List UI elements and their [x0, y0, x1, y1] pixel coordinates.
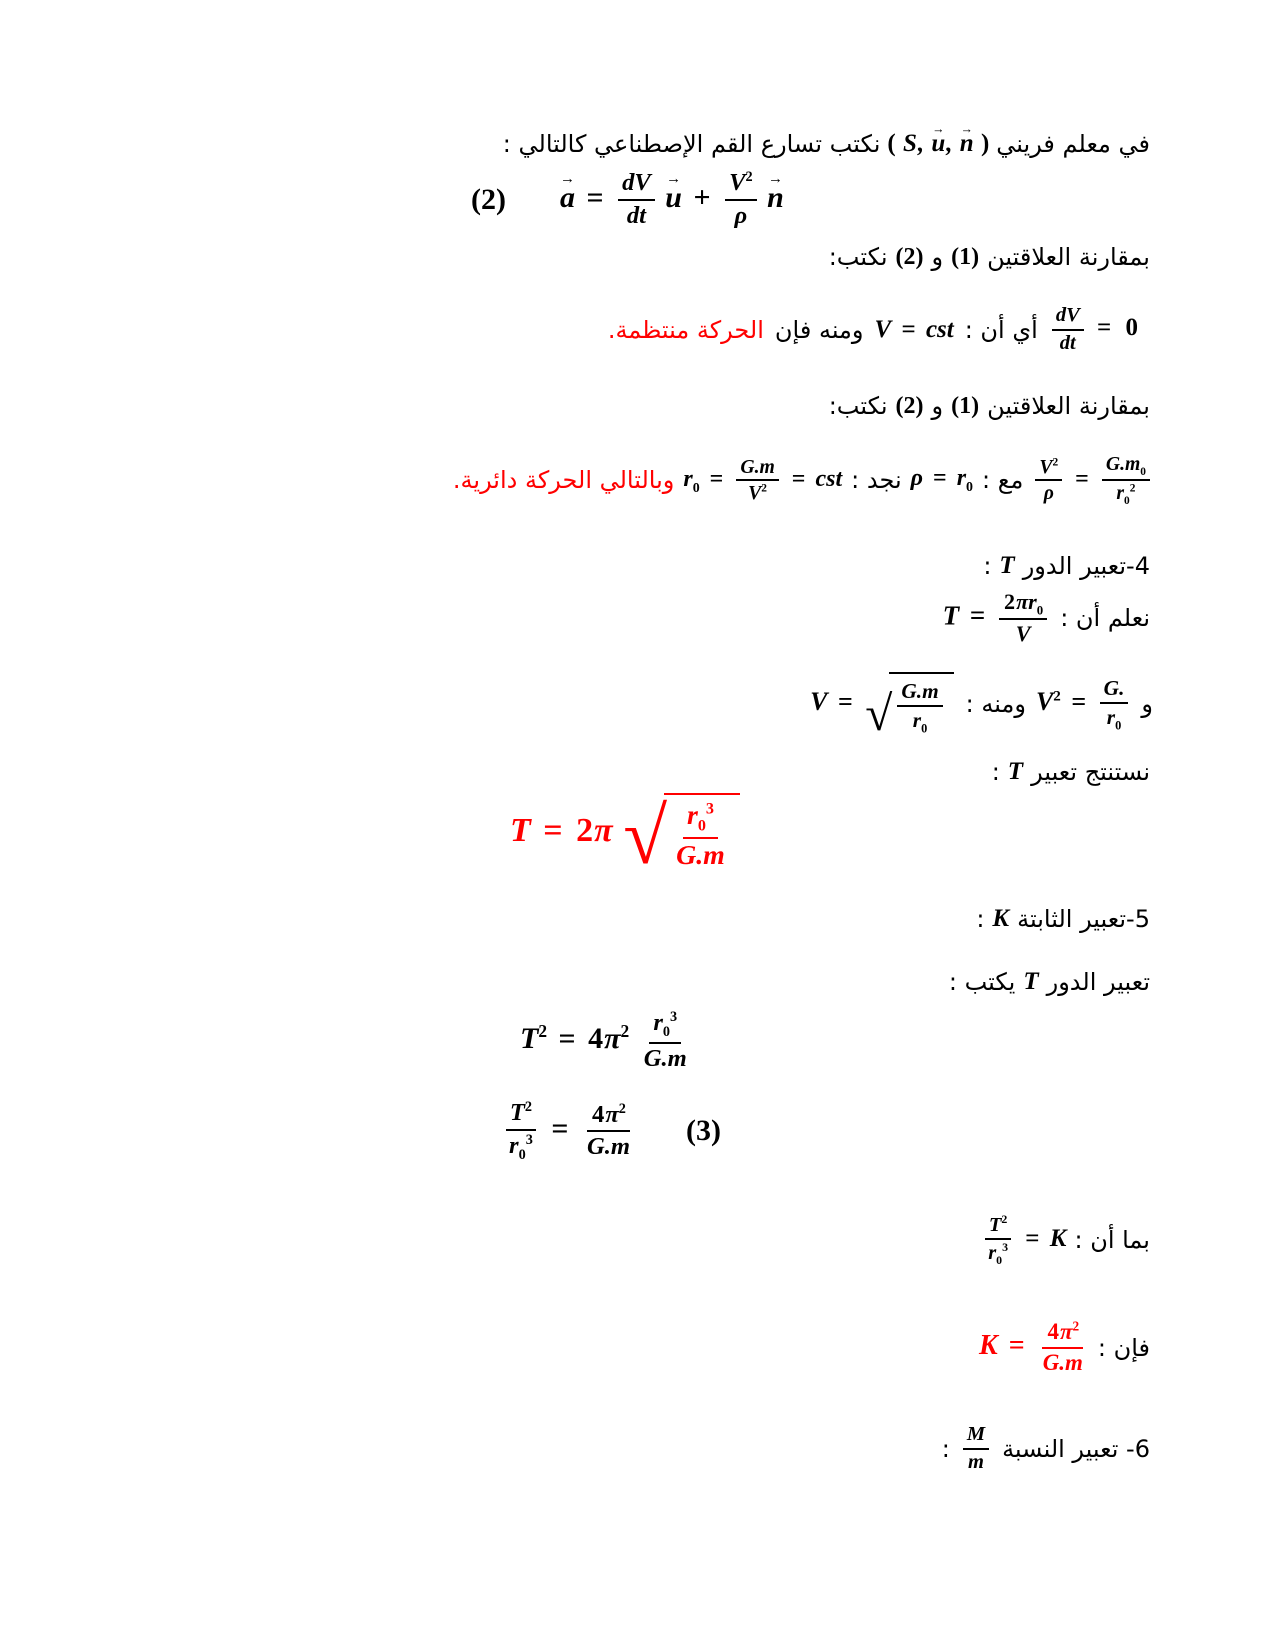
exponent-3: 3 — [1002, 1240, 1009, 1255]
var-r: r — [912, 707, 922, 732]
fraction — [1035, 455, 1062, 506]
var-cst: cst — [925, 315, 954, 343]
fraction — [1102, 452, 1150, 508]
var-pi: π — [604, 1022, 621, 1056]
bima-an-text: بما أن : — [1074, 1226, 1150, 1255]
subscript-0: 0 — [966, 479, 973, 495]
subscript-0: 0 — [662, 1023, 671, 1040]
operator-equals: = — [969, 600, 986, 631]
var-rho: ρ — [910, 464, 924, 491]
square-root — [865, 672, 953, 741]
circular-motion-conclusion-line — [453, 452, 1153, 508]
var-pi: π — [1016, 589, 1029, 614]
label-3-text: (3) — [685, 1114, 721, 1148]
exponent-2: 2 — [1072, 1318, 1080, 1334]
exponent-3: 3 — [525, 1131, 533, 1148]
var-r: r — [956, 464, 967, 491]
fraction — [736, 455, 778, 506]
compare-text-pre: بمقارنة العلاقتين — [987, 243, 1150, 271]
var-T-text: T — [1023, 968, 1039, 995]
colon: : — [983, 552, 992, 580]
compare-relations-line-1 — [829, 243, 1150, 271]
var-V: V — [1035, 687, 1054, 717]
numerator — [963, 1422, 989, 1450]
coefficient-4: 4 — [592, 1100, 605, 1128]
fraction — [1039, 1318, 1087, 1377]
velocity-expression-line — [810, 672, 1153, 741]
var-m: m — [967, 1450, 984, 1473]
denominator — [984, 1240, 1012, 1268]
var-dV: dV — [622, 169, 651, 196]
numerator — [1102, 452, 1150, 481]
intro-text-post: نكتب تسارع القم الإصطناعي كالتالي : — [502, 130, 881, 158]
circular-motion-red-text: وبالتالي الحركة دائرية. — [452, 466, 675, 495]
uniform-motion-red-text: الحركة منتظمة. — [607, 315, 764, 344]
kepler-ratio-equation — [502, 1098, 637, 1164]
compare-text-post: نكتب: — [828, 243, 888, 271]
denominator — [744, 481, 771, 506]
constant-k-formula-line — [979, 1318, 1150, 1377]
numerator — [725, 168, 757, 201]
denominator — [1056, 331, 1080, 357]
var-V: V — [1015, 621, 1031, 647]
mass-ratio-fraction — [960, 1422, 992, 1475]
var-T: T — [509, 1099, 525, 1126]
var-pi: π — [594, 812, 613, 850]
denominator — [964, 1450, 988, 1476]
subscript-0: 0 — [1115, 717, 1122, 732]
var-r: r — [1116, 482, 1125, 505]
operator-equals: = — [1071, 687, 1087, 717]
var-T — [1008, 758, 1023, 786]
exponent-3: 3 — [705, 800, 714, 818]
subscript-0: 0 — [1036, 603, 1044, 618]
label-2-text: (2) — [895, 243, 924, 270]
var-T: T — [988, 1213, 1002, 1236]
ay-an-text: أي أن : — [964, 315, 1038, 344]
waw-conjunction: و — [1141, 690, 1153, 719]
najed-text: نجد : — [851, 466, 902, 495]
period-formula-red-equation — [510, 792, 742, 881]
exponent-2: 2 — [745, 168, 753, 185]
exponent-2: 2 — [761, 482, 767, 495]
var-Gm: G.m — [1042, 1349, 1083, 1375]
label-1 — [950, 393, 980, 420]
wamenhu-fainna-text: ومنه فإن — [774, 315, 864, 344]
label-1 — [950, 244, 980, 271]
uniform-motion-conclusion-line — [608, 303, 1142, 356]
var-K: K — [1049, 1224, 1067, 1252]
fraction — [505, 1098, 537, 1164]
var-dt: dt — [1059, 331, 1076, 354]
label-2 — [895, 244, 925, 271]
var-n-vector: n → — [960, 130, 974, 158]
var-V: V — [874, 315, 892, 343]
dv-dt-zero-equation — [1049, 303, 1142, 356]
label-2: (2) — [471, 182, 506, 216]
fa-inna-text: فإن : — [1097, 1333, 1150, 1362]
var-rho: ρ — [734, 201, 748, 229]
naalam-an-text: نعلم أن : — [1060, 604, 1150, 633]
colon: : — [976, 905, 985, 933]
numerator — [1035, 455, 1062, 482]
v-squared-equation — [1036, 675, 1131, 733]
operator-equals: = — [901, 315, 916, 343]
denominator — [1112, 481, 1139, 508]
close-paren: ) — [980, 130, 990, 157]
coefficient-4: 4 — [588, 1022, 604, 1056]
radicand — [664, 793, 740, 874]
section-4-text: 4-تعبير الدور — [1022, 552, 1150, 580]
fraction — [1100, 675, 1129, 733]
label-1-text: (1) — [951, 392, 980, 419]
compare-relations-line-2 — [829, 392, 1150, 420]
var-r: r — [686, 800, 698, 831]
operator-equals: = — [1097, 314, 1112, 342]
var-T: T — [510, 812, 531, 850]
formula-3-line — [502, 1098, 725, 1164]
operator-equals: = — [1075, 465, 1089, 492]
label-2 — [895, 393, 925, 420]
fraction — [897, 678, 942, 736]
var-r: r — [988, 1242, 997, 1265]
var-K-text: K — [992, 905, 1010, 932]
label-2-text: (2) — [895, 392, 924, 419]
denominator — [1103, 704, 1125, 734]
numerator — [1052, 303, 1084, 331]
var-cst: cst — [815, 465, 843, 492]
t-squared-formula-line — [520, 1008, 694, 1074]
exponent-2: 2 — [1052, 456, 1059, 469]
waw-conjunction: و — [931, 392, 944, 420]
label-1-text: (1) — [951, 243, 980, 270]
operator-equals: = — [586, 180, 604, 214]
fraction — [640, 1008, 691, 1074]
colon: : — [991, 758, 1000, 786]
k-definition-equation — [981, 1212, 1066, 1268]
fraction — [963, 1422, 989, 1475]
var-S: S — [902, 130, 917, 157]
radical-icon: √ — [865, 685, 893, 741]
radical-icon: √ — [623, 792, 668, 881]
period-definition-equation — [943, 588, 1051, 648]
section-6-heading — [942, 1422, 1150, 1475]
acceleration-frenet-equation — [560, 168, 784, 231]
var-Gm: G.m — [586, 1133, 630, 1161]
subscript-0: 0 — [518, 1146, 526, 1163]
var-a-vector: a → — [560, 181, 575, 215]
var-V: V — [729, 169, 746, 196]
var-K — [992, 905, 1009, 933]
operator-equals: = — [933, 464, 947, 491]
nastantej-text: نستنتج تعبير — [1031, 758, 1150, 786]
var-T: T — [942, 600, 960, 631]
period-definition-line — [943, 588, 1150, 648]
var-u-vector: u → — [665, 181, 682, 215]
formula-2-line — [467, 168, 784, 231]
operator-equals: = — [837, 687, 853, 717]
exponent-2: 2 — [1053, 688, 1061, 705]
subscript-0: 0 — [1140, 465, 1146, 478]
var-T: T — [520, 1022, 539, 1056]
numerator — [683, 799, 718, 839]
numerator — [1100, 675, 1129, 704]
subscript-0: 0 — [697, 817, 706, 835]
numerator — [587, 1100, 630, 1133]
var-Gm: G.m — [643, 1044, 687, 1072]
period-deduction-intro-line — [992, 758, 1150, 786]
maa-text: مع : — [982, 466, 1024, 495]
denominator — [505, 1131, 537, 1165]
frenet-frame-notation — [886, 130, 990, 158]
operator-equals: = — [543, 812, 563, 850]
exponent-2: 2 — [524, 1098, 532, 1115]
centripetal-equation — [1032, 452, 1153, 508]
exponent-2: 2 — [1001, 1212, 1008, 1226]
fraction — [1052, 303, 1084, 356]
r0-constant-equation — [683, 455, 842, 506]
intro-text-pre: في معلم فريني — [996, 130, 1150, 158]
v-sqrt-equation — [810, 672, 956, 741]
taabir-aldawr-text: تعبير الدور — [1046, 968, 1150, 996]
fraction — [999, 588, 1047, 648]
var-n-vector: n → — [767, 181, 784, 215]
constant-k-red-equation — [979, 1318, 1090, 1377]
var-T-text: T — [999, 552, 1015, 579]
equation-label-3 — [682, 1114, 725, 1148]
coefficient-4: 4 — [1047, 1319, 1059, 1344]
operator-equals: = — [1025, 1224, 1040, 1252]
exponent-2: 2 — [618, 1100, 626, 1117]
operator-equals: = — [791, 465, 806, 492]
var-Gm: G.m — [676, 839, 725, 871]
var-r: r — [1028, 589, 1037, 614]
var-V: V — [1039, 455, 1053, 478]
rho-r0-equation — [911, 465, 973, 496]
operator-equals: = — [709, 465, 724, 492]
compare-text-pre: بمقارنة العلاقتين — [987, 392, 1150, 420]
fraction — [672, 799, 729, 874]
open-paren: ( — [887, 130, 896, 157]
value-zero: 0 — [1125, 314, 1138, 342]
denominator — [909, 707, 931, 737]
subscript-0: 0 — [1124, 495, 1130, 508]
var-r: r — [509, 1131, 519, 1159]
var-T — [999, 552, 1014, 580]
subscript-0: 0 — [692, 480, 700, 496]
period-formula-line — [510, 792, 742, 881]
var-K: K — [979, 1330, 998, 1362]
var-Gm: G.m — [740, 455, 775, 478]
operator-equals: = — [558, 1022, 576, 1056]
period-expression-intro-line — [949, 968, 1150, 996]
colon: : — [941, 1434, 950, 1463]
subscript-0: 0 — [996, 1253, 1003, 1268]
var-Gm: G.m — [901, 679, 939, 703]
waw-conjunction: و — [931, 243, 944, 271]
numerator — [1042, 1318, 1083, 1349]
var-M: M — [966, 1423, 986, 1445]
intro-line — [503, 130, 1150, 158]
denominator — [640, 1044, 691, 1075]
section-4-heading — [983, 552, 1150, 580]
var-pi: π — [605, 1100, 619, 1128]
radicand — [889, 672, 953, 736]
var-rho: ρ — [1043, 482, 1054, 505]
denominator — [623, 201, 650, 232]
comma: , — [917, 130, 925, 157]
var-r: r — [683, 465, 693, 492]
section-5-text: 5-تعبير الثابتة — [1017, 905, 1150, 933]
numerator — [649, 1008, 681, 1044]
v-constant-equation — [875, 316, 954, 344]
denominator — [1040, 481, 1058, 506]
numerator — [618, 168, 655, 201]
var-dt: dt — [626, 201, 647, 229]
denominator — [672, 839, 729, 874]
var-T — [1023, 968, 1038, 996]
fraction — [984, 1212, 1012, 1268]
var-dV: dV — [1055, 304, 1080, 326]
denominator — [1039, 1349, 1087, 1378]
var-Gm: G.m — [1105, 453, 1141, 475]
var-r: r — [1106, 704, 1116, 729]
square-root — [623, 792, 740, 881]
var-r: r — [653, 1009, 663, 1036]
section-5-heading — [976, 905, 1150, 933]
exponent-2: 2 — [538, 1021, 548, 1042]
fraction — [618, 168, 655, 231]
numerator — [999, 588, 1047, 620]
operator-equals: = — [551, 1112, 569, 1146]
given-that-line — [981, 1212, 1150, 1268]
numerator — [985, 1212, 1011, 1240]
operator-plus: + — [693, 180, 711, 214]
comma: , — [946, 130, 953, 157]
t-squared-equation — [520, 1008, 694, 1074]
fraction — [725, 168, 757, 231]
numerator — [897, 678, 942, 707]
var-pi: π — [1059, 1319, 1073, 1344]
numerator — [506, 1098, 536, 1131]
compare-text-post: نكتب: — [828, 392, 888, 420]
denominator — [583, 1132, 634, 1163]
var-T-text: T — [1007, 758, 1024, 785]
var-V: V — [810, 687, 828, 717]
numerator — [736, 455, 778, 482]
yuktab-text: يكتب : — [948, 968, 1016, 996]
exponent-3: 3 — [670, 1008, 678, 1025]
equation-label-2 — [467, 183, 510, 217]
operator-equals: = — [1008, 1330, 1025, 1362]
subscript-0: 0 — [921, 720, 928, 735]
coefficient-2: 2 — [576, 812, 594, 850]
wamenhu-text: ومنه : — [965, 690, 1026, 719]
exponent-2: 2 — [620, 1021, 630, 1042]
var-u-vector: u → — [931, 130, 945, 158]
fraction — [583, 1100, 634, 1163]
var-Gdot: G. — [1103, 676, 1125, 700]
exponent-2: 2 — [1129, 482, 1136, 495]
denominator — [731, 201, 752, 232]
coefficient-2: 2 — [1004, 589, 1016, 614]
denominator — [1012, 620, 1035, 648]
section-6-text: 6- تعبير النسبة — [1002, 1434, 1150, 1463]
var-V: V — [748, 482, 762, 505]
